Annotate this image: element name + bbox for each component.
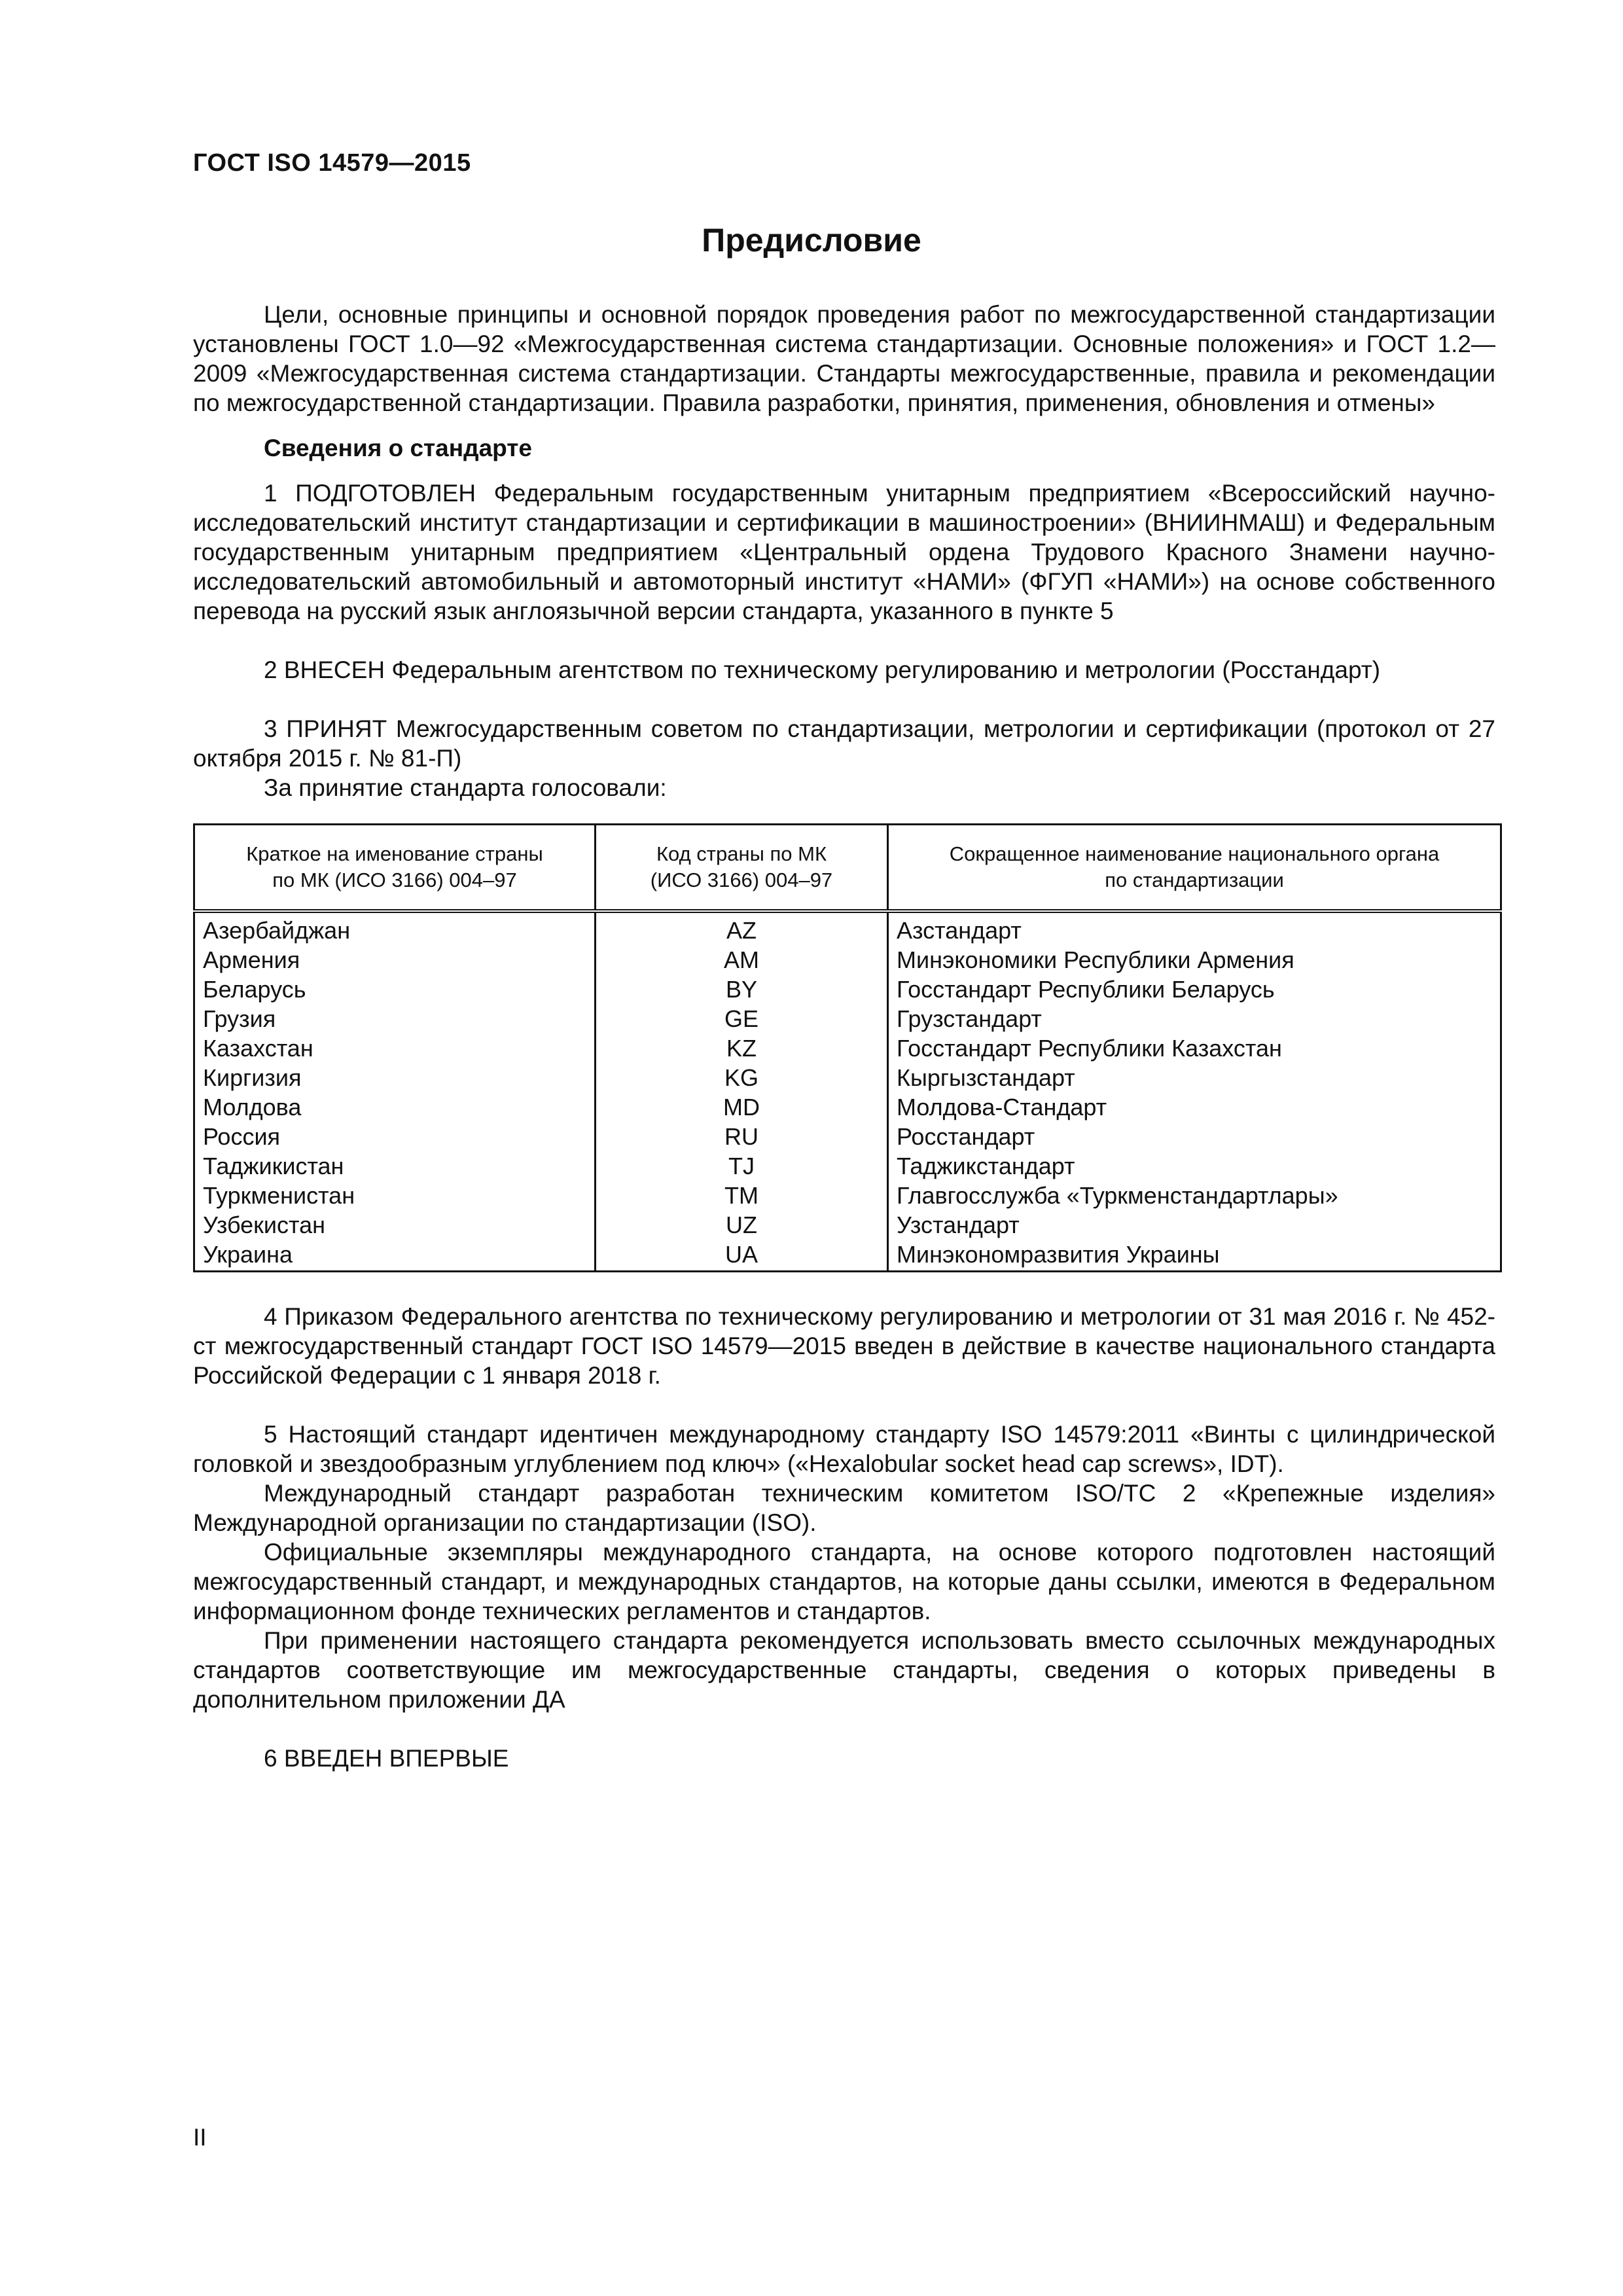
cell-code: KZ — [596, 1033, 888, 1063]
page-number: II — [193, 2124, 207, 2151]
item-5-paragraph-2: Международный стандарт разработан техническим комитетом ISO/TC 2 «Крепежные изделия» Международной организации по стандартизации (ISO). — [193, 1480, 1495, 1536]
item-3-vote-label: За принятие стандарта голосовали: — [264, 774, 667, 801]
table-row — [194, 1004, 1501, 1033]
table-row — [194, 1122, 1501, 1151]
cell-code: AM — [596, 945, 888, 975]
table-row — [194, 1063, 1501, 1092]
cell-organization: Грузстандарт — [888, 1004, 1501, 1033]
table-header-row — [194, 825, 1501, 912]
table-row — [194, 945, 1501, 975]
document-body — [193, 300, 1495, 1773]
cell-code: MD — [596, 1092, 888, 1122]
cell-code: TM — [596, 1181, 888, 1210]
item-6-paragraph: 6 ВВЕДЕН ВПЕРВЫЕ — [264, 1745, 509, 1772]
cell-code: BY — [596, 975, 888, 1004]
table-row — [194, 1181, 1501, 1210]
cell-code: UA — [596, 1240, 888, 1272]
cell-organization: Главгосслужба «Туркменстандартлары» — [888, 1181, 1501, 1210]
header-country: Краткое на именование страны по МК (ИСО 3166) 004–97 — [194, 825, 596, 912]
item-5-paragraph: 5 Настоящий стандарт идентичен международному стандарту ISO 14579:2011 «Винты с цилиндрической головкой и звездообразным углублением под ключ» («Hexalobular socket head cap screws», IDT). — [193, 1421, 1495, 1477]
table-row — [194, 1210, 1501, 1240]
item-2-paragraph: 2 ВНЕСЕН Федеральным агентством по техническому регулированию и метрологии (Росстандарт) — [264, 656, 1381, 683]
cell-organization: Азстандарт — [888, 911, 1501, 945]
item-4-paragraph: 4 Приказом Федерального агентства по техническому регулированию и метрологии от 31 мая 2016 г. № 452-ст межгосударственный стандарт ГОСТ ISO 14579—2015 введен в действие в качестве национального стандарта Российской Федерации с 1 января 2018 г. — [193, 1303, 1495, 1389]
item-5-paragraph-3: Официальные экземпляры международного стандарта, на основе которого подготовлен настоящий межгосударственный стандарт, и международных стандартов, на которые даны ссылки, имеются в Федеральном информационном фонде технических регламентов и стандартов. — [193, 1539, 1495, 1624]
table-row — [194, 1240, 1501, 1272]
cell-organization: Минэкономики Республики Армения — [888, 945, 1501, 975]
cell-code: TJ — [596, 1151, 888, 1181]
cell-code: RU — [596, 1122, 888, 1151]
section-heading: Сведения о стандарте — [264, 435, 532, 461]
cell-organization: Кыргызстандарт — [888, 1063, 1501, 1092]
cell-code: AZ — [596, 911, 888, 945]
page-title: Предисловие — [702, 222, 921, 259]
cell-country: Азербайджан — [194, 911, 596, 945]
cell-organization: Госстандарт Республики Казахстан — [888, 1033, 1501, 1063]
cell-organization: Таджикстандарт — [888, 1151, 1501, 1181]
item-5-paragraph-4: При применении настоящего стандарта рекомендуется использовать вместо ссылочных международных стандартов соответствующие им межгосударственные стандарты, сведения о которых приведены в дополнительном приложении ДА — [193, 1627, 1495, 1713]
cell-organization: Госстандарт Республики Беларусь — [888, 975, 1501, 1004]
cell-country: Грузия — [194, 1004, 596, 1033]
header-organization: Сокращенное наименование национального органа по стандартизации — [888, 825, 1501, 912]
table-row — [194, 975, 1501, 1004]
cell-country: Молдова — [194, 1092, 596, 1122]
cell-country: Армения — [194, 945, 596, 975]
cell-country: Киргизия — [194, 1063, 596, 1092]
cell-organization: Молдова-Стандарт — [888, 1092, 1501, 1122]
cell-country: Казахстан — [194, 1033, 596, 1063]
cell-country: Украина — [194, 1240, 596, 1272]
cell-country: Узбекистан — [194, 1210, 596, 1240]
cell-organization: Росстандарт — [888, 1122, 1501, 1151]
cell-organization: Минэкономразвития Украины — [888, 1240, 1501, 1272]
document-code-header: ГОСТ ISO 14579—2015 — [193, 149, 471, 177]
cell-organization: Узстандарт — [888, 1210, 1501, 1240]
cell-code: UZ — [596, 1210, 888, 1240]
voting-countries-table — [193, 823, 1502, 1272]
cell-country: Туркменистан — [194, 1181, 596, 1210]
table-row — [194, 911, 1501, 945]
table-row — [194, 1092, 1501, 1122]
table-row — [194, 1033, 1501, 1063]
cell-country: Беларусь — [194, 975, 596, 1004]
cell-country: Россия — [194, 1122, 596, 1151]
cell-code: GE — [596, 1004, 888, 1033]
item-1-paragraph: 1 ПОДГОТОВЛЕН Федеральным государственным унитарным предприятием «Всероссийский научно-исследовательский институт стандартизации и сертификации в машиностроении» (ВНИИНМАШ) и Федеральным государственным унитарным предприятием «Центральный ордена Трудового Красного Знамени научно-исследовательский автомобильный и автомоторный институт «НАМИ» (ФГУП «НАМИ») на основе собственного перевода на русский язык англоязычной версии стандарта, указанного в пункте 5 — [193, 480, 1495, 624]
table-row — [194, 1151, 1501, 1181]
header-code: Код страны по МК (ИСО 3166) 004–97 — [596, 825, 888, 912]
intro-paragraph: Цели, основные принципы и основной порядок проведения работ по межгосударственной стандартизации установлены ГОСТ 1.0—92 «Межгосударственная система стандартизации. Основные положения» и ГОСТ 1.2—2009 «Межгосударственная система стандартизации. Стандарты межгосударственные, правила и рекомендации по межгосударственной стандартизации. Правила разработки, принятия, применения, обновления и отмены» — [193, 301, 1495, 416]
cell-country: Таджикистан — [194, 1151, 596, 1181]
item-3-paragraph: 3 ПРИНЯТ Межгосударственным советом по стандартизации, метрологии и сертификации (протокол от 27 октября 2015 г. № 81-П) — [193, 715, 1495, 772]
cell-code: KG — [596, 1063, 888, 1092]
